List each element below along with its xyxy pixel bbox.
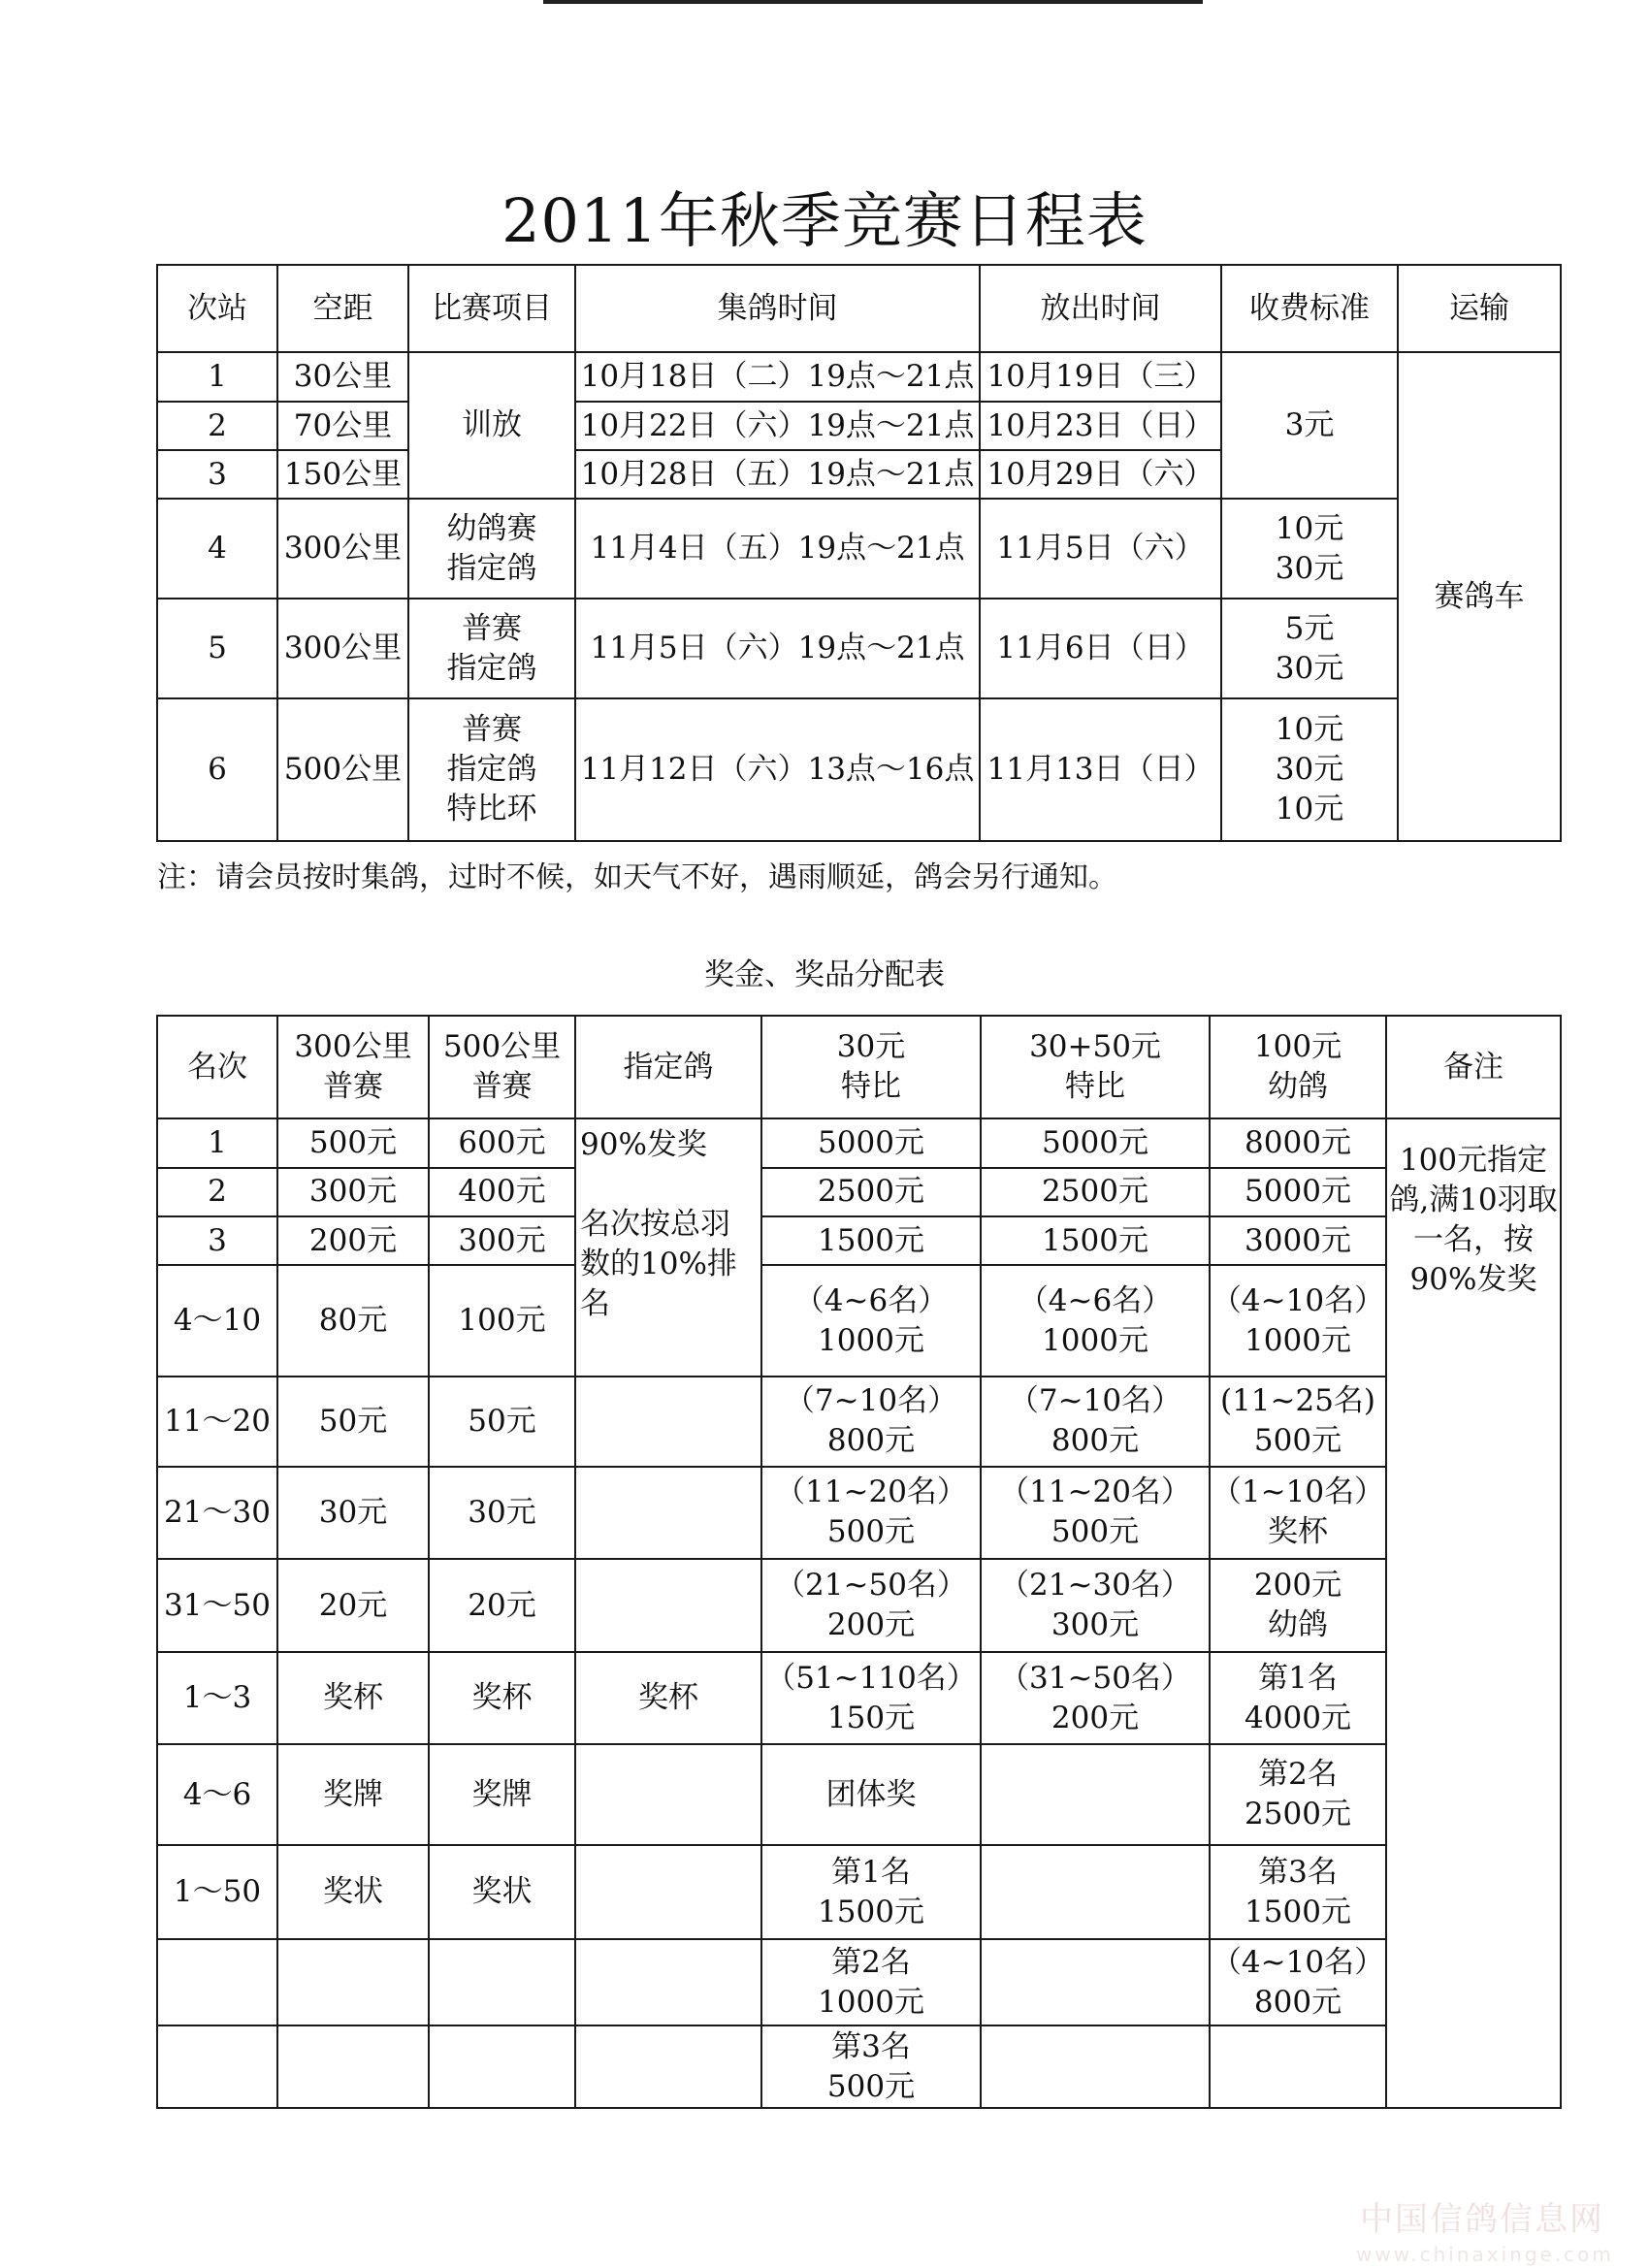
designated-note-cell: 90%发奖 名次按总羽数的10%排名 <box>575 1118 761 1377</box>
special-30-50-cell <box>981 2025 1210 2108</box>
designated-cell <box>575 1939 761 2025</box>
prize-500km-cell <box>429 1939 575 2025</box>
collect-time-cell: 11月4日（五）19点～21点 <box>575 499 980 599</box>
special-30-cell: （21~50名） 200元 <box>761 1559 981 1652</box>
special-30-50-cell: （11~20名） 500元 <box>981 1467 1210 1560</box>
schedule-row <box>157 499 1561 599</box>
release-time-cell: 10月19日（三） <box>980 352 1221 402</box>
prize-row <box>157 1265 1561 1376</box>
schedule-note: 注：请会员按时集鸽，过时不候，如天气不好，遇雨顺延，鸽会另行通知。 <box>157 860 1117 894</box>
release-time-cell: 11月13日（日） <box>980 698 1221 841</box>
header-station: 次站 <box>157 265 277 352</box>
prize-300km-cell: 200元 <box>277 1216 429 1265</box>
prize-500km-cell: 20元 <box>429 1559 575 1652</box>
header-designated: 指定鸽 <box>575 1016 761 1118</box>
young-100-cell: 200元 幼鸽 <box>1210 1559 1386 1652</box>
release-time-cell: 10月29日（六） <box>980 450 1221 499</box>
station-cell: 5 <box>157 599 277 698</box>
young-100-cell: 第1名 4000元 <box>1210 1652 1386 1744</box>
special-30-cell: 第3名 500元 <box>761 2025 981 2108</box>
special-30-50-cell: （21~30名） 300元 <box>981 1559 1210 1652</box>
prize-300km-cell <box>277 2025 429 2108</box>
prize-table-title: 奖金、奖品分配表 <box>704 957 945 992</box>
header-transport: 运输 <box>1398 265 1561 352</box>
rank-cell: 4～10 <box>157 1265 277 1376</box>
prize-table <box>156 1015 1562 2109</box>
prize-300km-cell: 奖牌 <box>277 1744 429 1845</box>
young-100-cell: （4~10名） 1000元 <box>1210 1265 1386 1376</box>
header-special-30-50: 30+50元 特比 <box>981 1016 1210 1118</box>
header-300km: 300公里 普赛 <box>277 1016 429 1118</box>
prize-500km-cell: 奖杯 <box>429 1652 575 1744</box>
rank-cell: 2 <box>157 1168 277 1216</box>
prize-500km-cell: 600元 <box>429 1118 575 1167</box>
distance-cell: 30公里 <box>277 352 408 402</box>
prize-500km-cell: 100元 <box>429 1265 575 1376</box>
station-cell: 4 <box>157 499 277 599</box>
distance-cell: 70公里 <box>277 402 408 450</box>
rank-cell <box>157 2025 277 2108</box>
prize-row <box>157 1118 1561 1167</box>
special-30-cell: 第2名 1000元 <box>761 1939 981 2025</box>
prize-row <box>157 1559 1561 1652</box>
designated-cell <box>575 1845 761 1939</box>
designated-cell <box>575 1744 761 1845</box>
prize-row <box>157 2025 1561 2108</box>
rank-cell <box>157 1939 277 2025</box>
special-30-cell: 2500元 <box>761 1168 981 1216</box>
prize-500km-cell: 奖状 <box>429 1845 575 1939</box>
special-30-cell: 第1名 1500元 <box>761 1845 981 1939</box>
release-time-cell: 11月6日（日） <box>980 599 1221 698</box>
watermark-site-name: 中国信鸽信息网 <box>1360 2200 1604 2239</box>
special-30-50-cell <box>981 1845 1210 1939</box>
header-distance: 空距 <box>277 265 408 352</box>
young-100-cell: 5000元 <box>1210 1168 1386 1216</box>
header-event: 比赛项目 <box>408 265 575 352</box>
designated-cell <box>575 2025 761 2108</box>
special-30-50-cell: 5000元 <box>981 1118 1210 1167</box>
special-30-50-cell <box>981 1939 1210 2025</box>
distance-cell: 300公里 <box>277 499 408 599</box>
special-30-cell: （11~20名） 500元 <box>761 1467 981 1560</box>
rank-cell: 11～20 <box>157 1377 277 1467</box>
young-100-cell: 第2名 2500元 <box>1210 1744 1386 1845</box>
special-30-50-cell <box>981 1744 1210 1845</box>
rank-cell: 1～50 <box>157 1845 277 1939</box>
special-30-50-cell: （4~6名） 1000元 <box>981 1265 1210 1376</box>
young-100-cell: （4~10名） 800元 <box>1210 1939 1386 2025</box>
special-30-cell: （7~10名） 800元 <box>761 1377 981 1467</box>
special-30-cell: （51~110名） 150元 <box>761 1652 981 1744</box>
rank-cell: 4～6 <box>157 1744 277 1845</box>
prize-500km-cell: 400元 <box>429 1168 575 1216</box>
training-fee-cell: 3元 <box>1221 352 1398 499</box>
training-event-cell: 训放 <box>408 352 575 499</box>
fee-cell: 5元 30元 <box>1221 599 1398 698</box>
rank-cell: 21～30 <box>157 1467 277 1560</box>
prize-row <box>157 1467 1561 1560</box>
collect-time-cell: 11月12日（六）13点～16点 <box>575 698 980 841</box>
schedule-row <box>157 698 1561 841</box>
prize-row <box>157 1168 1561 1216</box>
watermark-url: www.chinaxinge.com <box>1356 2243 1614 2266</box>
header-remarks: 备注 <box>1386 1016 1561 1118</box>
special-30-cell: 团体奖 <box>761 1744 981 1845</box>
prize-row <box>157 1744 1561 1845</box>
young-100-cell: 第3名 1500元 <box>1210 1845 1386 1939</box>
header-young-100: 100元 幼鸽 <box>1210 1016 1386 1118</box>
release-time-cell: 10月23日（日） <box>980 402 1221 450</box>
remarks-cell: 100元指定鸽,满10羽取一名，按90%发奖 <box>1386 1118 1561 2108</box>
special-30-50-cell: （31~50名） 200元 <box>981 1652 1210 1744</box>
young-100-cell <box>1210 2025 1386 2108</box>
prize-500km-cell: 奖牌 <box>429 1744 575 1845</box>
header-collect-time: 集鸽时间 <box>575 265 980 352</box>
designated-cell <box>575 1377 761 1467</box>
distance-cell: 300公里 <box>277 599 408 698</box>
special-30-50-cell: （7~10名） 800元 <box>981 1377 1210 1467</box>
prize-300km-cell: 50元 <box>277 1377 429 1467</box>
collect-time-cell: 10月28日（五）19点～21点 <box>575 450 980 499</box>
event-cell: 幼鸽赛 指定鸽 <box>408 499 575 599</box>
prize-500km-cell: 30元 <box>429 1467 575 1560</box>
prize-row <box>157 1377 1561 1467</box>
transport-cell: 赛鸽车 <box>1398 352 1561 841</box>
prize-row <box>157 1652 1561 1744</box>
station-cell: 3 <box>157 450 277 499</box>
designated-cell <box>575 1559 761 1652</box>
special-30-50-cell: 1500元 <box>981 1216 1210 1265</box>
header-500km: 500公里 普赛 <box>429 1016 575 1118</box>
prize-300km-cell: 20元 <box>277 1559 429 1652</box>
collect-time-cell: 11月5日（六）19点～21点 <box>575 599 980 698</box>
designated-cell <box>575 1467 761 1560</box>
young-100-cell: 8000元 <box>1210 1118 1386 1167</box>
designated-cell: 奖杯 <box>575 1652 761 1744</box>
collect-time-cell: 10月18日（二）19点～21点 <box>575 352 980 402</box>
distance-cell: 150公里 <box>277 450 408 499</box>
prize-500km-cell: 300元 <box>429 1216 575 1265</box>
fee-cell: 10元 30元 10元 <box>1221 698 1398 841</box>
young-100-cell: 3000元 <box>1210 1216 1386 1265</box>
page-title: 2011年秋季竞赛日程表 <box>501 185 1148 256</box>
prize-header-row <box>157 1016 1561 1118</box>
rank-cell: 31～50 <box>157 1559 277 1652</box>
distance-cell: 500公里 <box>277 698 408 841</box>
prize-300km-cell: 30元 <box>277 1467 429 1560</box>
scan-edge-line <box>543 0 1203 4</box>
prize-300km-cell: 300元 <box>277 1168 429 1216</box>
station-cell: 6 <box>157 698 277 841</box>
header-rank: 名次 <box>157 1016 277 1118</box>
rank-cell: 3 <box>157 1216 277 1265</box>
prize-row <box>157 1845 1561 1939</box>
schedule-row <box>157 352 1561 402</box>
station-cell: 2 <box>157 402 277 450</box>
fee-cell: 10元 30元 <box>1221 499 1398 599</box>
collect-time-cell: 10月22日（六）19点～21点 <box>575 402 980 450</box>
event-cell: 普赛 指定鸽 特比环 <box>408 698 575 841</box>
special-30-cell: 5000元 <box>761 1118 981 1167</box>
special-30-cell: （4~6名） 1000元 <box>761 1265 981 1376</box>
station-cell: 1 <box>157 352 277 402</box>
prize-row <box>157 1216 1561 1265</box>
prize-500km-cell: 50元 <box>429 1377 575 1467</box>
young-100-cell: (11~25名) 500元 <box>1210 1377 1386 1467</box>
schedule-row <box>157 599 1561 698</box>
prize-300km-cell: 80元 <box>277 1265 429 1376</box>
header-fee: 收费标准 <box>1221 265 1398 352</box>
prize-300km-cell: 奖状 <box>277 1845 429 1939</box>
special-30-50-cell: 2500元 <box>981 1168 1210 1216</box>
rank-cell: 1～3 <box>157 1652 277 1744</box>
young-100-cell: （1~10名） 奖杯 <box>1210 1467 1386 1560</box>
release-time-cell: 11月5日（六） <box>980 499 1221 599</box>
event-cell: 普赛 指定鸽 <box>408 599 575 698</box>
schedule-table <box>156 264 1562 842</box>
prize-500km-cell <box>429 2025 575 2108</box>
prize-300km-cell: 500元 <box>277 1118 429 1167</box>
rank-cell: 1 <box>157 1118 277 1167</box>
special-30-cell: 1500元 <box>761 1216 981 1265</box>
prize-300km-cell <box>277 1939 429 2025</box>
header-release-time: 放出时间 <box>980 265 1221 352</box>
prize-row <box>157 1939 1561 2025</box>
schedule-header-row <box>157 265 1561 352</box>
prize-300km-cell: 奖杯 <box>277 1652 429 1744</box>
header-special-30: 30元 特比 <box>761 1016 981 1118</box>
